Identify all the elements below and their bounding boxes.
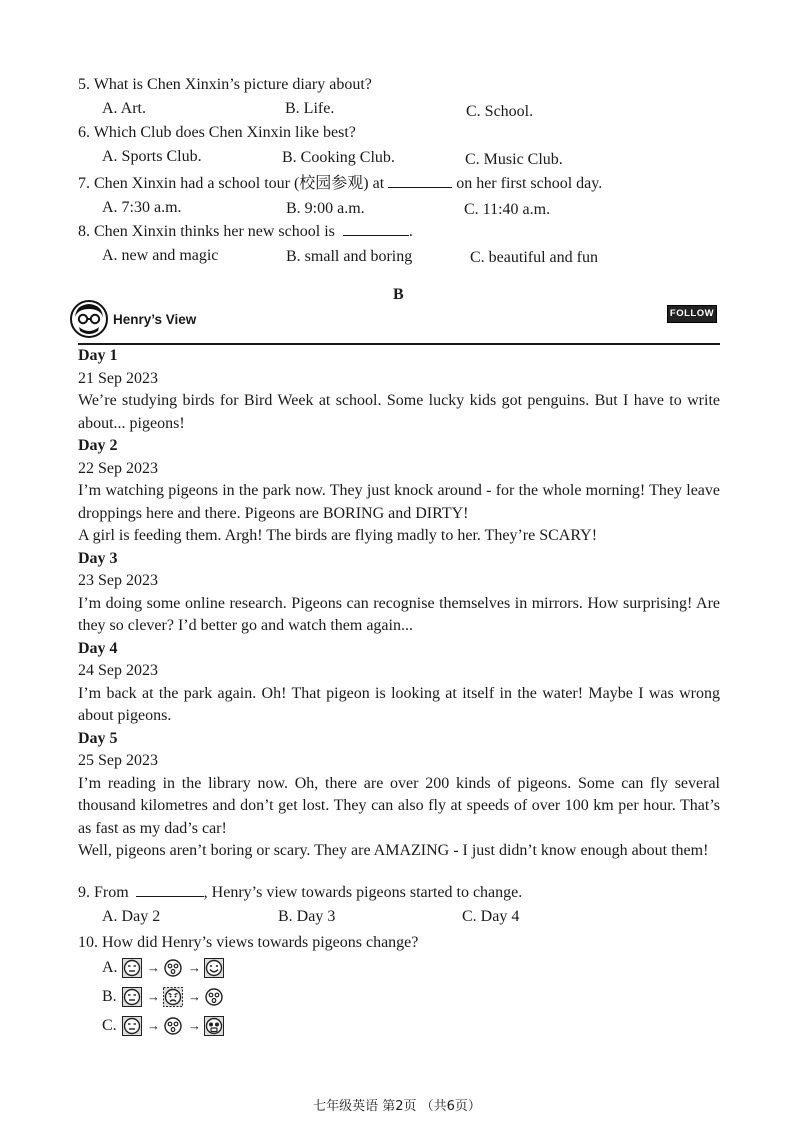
question-6-option-c[interactable]: C. Music Club. [465, 151, 563, 168]
question-8-stem-before: 8. Chen Xinxin thinks her new school is [78, 223, 335, 240]
arrow-icon: → [188, 1018, 201, 1033]
question-9-stem-after: , Henry’s view towards pigeons started to change. [203, 884, 523, 901]
question-6-option-b[interactable]: B. Cooking Club. [282, 149, 395, 166]
day-heading: Day 3 [78, 549, 118, 567]
question-9-option-a[interactable]: A. Day 2 [102, 908, 161, 925]
question-7-option-b[interactable]: B. 9:00 a.m. [286, 200, 365, 217]
question-10-option-a[interactable] [102, 957, 224, 980]
day-5-entry [78, 728, 720, 863]
surprised-face-icon [163, 958, 183, 978]
day-heading: Day 2 [78, 437, 118, 454]
page-footer: 七年级英语 第2页 （共6页） [313, 1099, 481, 1114]
day-heading: Day 1 [78, 347, 118, 364]
day-paragraph: I’m doing some online research. Pigeons can recognise themselves in mirrors. How surprising! Are they so clever? I’d better go and watch them again... [78, 594, 720, 634]
question-8-option-a[interactable]: A. new and magic [102, 247, 219, 264]
avatar [70, 300, 108, 338]
question-9-stem [78, 882, 522, 905]
day-paragraph: A girl is feeding them. Argh! The birds are flying madly to her. They’re SCARY! [78, 527, 598, 544]
question-5-stem: 5. What is Chen Xinxin’s picture diary about? [78, 76, 372, 93]
day-date: 22 Sep 2023 [78, 459, 158, 477]
arrow-icon: → [147, 989, 160, 1004]
day-3-entry [78, 548, 720, 638]
question-8-option-c[interactable]: C. beautiful and fun [470, 249, 598, 266]
question-5-option-b[interactable]: B. Life. [285, 100, 335, 117]
question-9-stem-before: 9. From [78, 884, 129, 901]
question-7-option-c[interactable]: C. 11:40 a.m. [464, 201, 551, 218]
question-10-stem: 10. How did Henry’s views towards pigeons change? [78, 934, 419, 951]
arrow-icon: → [147, 1018, 160, 1033]
day-heading: Day 5 [78, 729, 118, 747]
day-paragraph: I’m reading in the library now. Oh, there are over 200 kinds of pigeons. Some can fly several thousand kilometres and don’t get lost. They can also fly at speeds of over 100 km per hour. That’s as fast as my dad’s car! [78, 774, 720, 837]
question-10-option-b[interactable] [102, 986, 224, 1009]
bored-face-icon [122, 1016, 142, 1036]
option-label: A. [102, 959, 118, 976]
question-10-option-c[interactable] [102, 1015, 224, 1038]
day-paragraph: I’m watching pigeons in the park now. They just knock around - for the whole morning! They leave droppings here and there. Pigeons are BORING and DIRTY! [78, 482, 720, 522]
day-1-entry [78, 345, 720, 435]
bored-face-icon [122, 958, 142, 978]
blog-title: Henry’s View [113, 312, 197, 327]
bored-face-icon [122, 987, 142, 1007]
scared-face-icon [163, 987, 183, 1007]
question-8-stem-after: . [408, 223, 413, 240]
surprised-face-icon [204, 987, 224, 1007]
surprised-face-icon [163, 1016, 183, 1036]
arrow-icon: → [147, 960, 160, 975]
arrow-icon: → [188, 989, 201, 1004]
question-7-stem-after: on her first school day. [456, 175, 603, 192]
day-paragraph: I’m back at the park again. Oh! That pigeon is looking at itself in the water! Maybe I was wrong about pigeons. [78, 684, 720, 724]
day-heading: Day 4 [78, 639, 118, 657]
blog-body [78, 345, 720, 863]
option-label: C. [102, 1017, 117, 1034]
question-8-answer-blank[interactable] [343, 221, 409, 236]
question-8-option-b[interactable]: B. small and boring [286, 248, 413, 265]
day-paragraph: Well, pigeons aren’t boring or scary. They are AMAZING - I just didn’t know enough about them! [78, 842, 709, 859]
question-7-stem-before: 7. Chen Xinxin had a school tour (校园参观) at [78, 175, 385, 192]
day-date: 21 Sep 2023 [78, 369, 158, 387]
question-6-stem: 6. Which Club does Chen Xinxin like best? [78, 124, 356, 141]
amazed-face-icon [204, 1016, 224, 1036]
day-date: 24 Sep 2023 [78, 662, 158, 679]
question-8-stem [78, 221, 413, 244]
question-9-option-c[interactable]: C. Day 4 [462, 908, 520, 925]
question-7-option-a[interactable]: A. 7:30 a.m. [102, 199, 182, 216]
question-9-answer-blank[interactable] [136, 882, 204, 897]
question-5-option-c[interactable]: C. School. [466, 103, 534, 120]
question-9-option-b[interactable]: B. Day 3 [278, 908, 336, 925]
question-6-option-a[interactable]: A. Sports Club. [102, 148, 202, 165]
option-label: B. [102, 988, 117, 1005]
day-2-entry [78, 435, 720, 548]
day-date: 23 Sep 2023 [78, 572, 158, 589]
day-4-entry [78, 638, 720, 728]
happy-face-icon [204, 958, 224, 978]
section-letter: B [393, 286, 404, 303]
day-date: 25 Sep 2023 [78, 752, 158, 769]
day-paragraph: We’re studying birds for Bird Week at school. Some lucky kids got penguins. But I have to write about... pigeons! [78, 392, 720, 432]
blog-header [68, 300, 720, 344]
question-7-answer-blank[interactable] [388, 173, 452, 188]
question-5-option-a[interactable]: A. Art. [102, 100, 146, 117]
follow-button[interactable]: FOLLOW [667, 305, 717, 323]
question-7-stem [78, 173, 602, 196]
arrow-icon: → [188, 960, 201, 975]
